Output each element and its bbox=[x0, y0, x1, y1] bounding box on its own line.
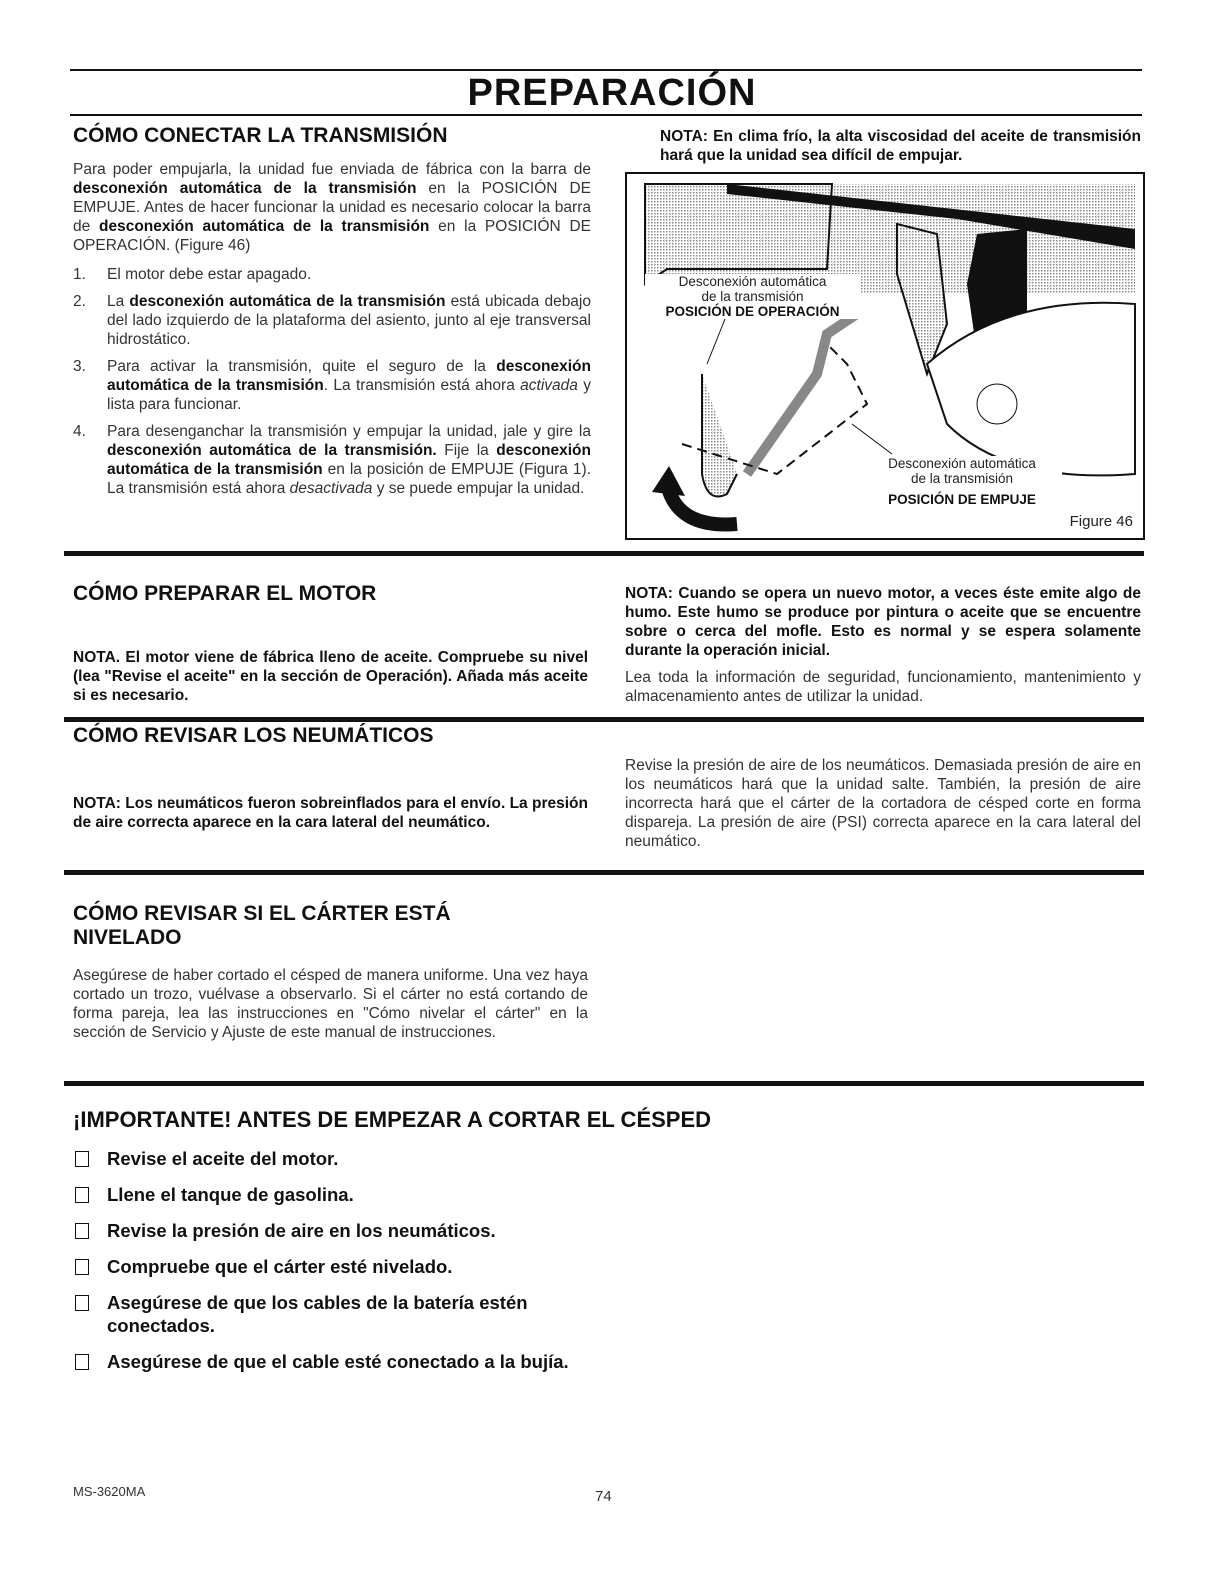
section-heading: ¡IMPORTANTE! ANTES DE EMPEZAR A CORTAR EL CÉSPED bbox=[73, 1107, 712, 1132]
section-divider bbox=[64, 551, 1144, 556]
title-rule bbox=[70, 114, 1142, 116]
section-heading: CÓMO REVISAR SI EL CÁRTER ESTÁ NIVELADO bbox=[73, 902, 451, 949]
text: en la posición de EMPUJE (Figura 1). La transmisión está ahora bbox=[107, 461, 591, 497]
section-divider bbox=[64, 1081, 1144, 1086]
section-divider bbox=[64, 870, 1144, 875]
section-divider bbox=[64, 717, 1144, 722]
text: y lista para funcionar. bbox=[107, 377, 591, 413]
checklist-label: Asegúrese de que el cable esté conectado a la bujía. bbox=[107, 1351, 569, 1372]
checklist-item bbox=[73, 1350, 593, 1373]
checkbox-icon bbox=[75, 1187, 89, 1203]
steps-list bbox=[73, 265, 591, 498]
text: La bbox=[107, 293, 130, 310]
figure-46 bbox=[625, 172, 1145, 540]
text: está ubicada debajo del lado izquierdo de la plataforma del asiento, junto al eje transversal hidrostático. bbox=[107, 293, 591, 348]
push-position-label bbox=[862, 456, 1062, 507]
bold-text: desconexión automática de la transmisión bbox=[98, 218, 430, 235]
section-heading: CÓMO REVISAR LOS NEUMÁTICOS bbox=[73, 724, 434, 747]
checkbox-icon bbox=[75, 1151, 89, 1167]
italic-text: activada bbox=[520, 377, 578, 394]
intro-paragraph bbox=[73, 160, 591, 255]
checkbox-icon bbox=[75, 1259, 89, 1275]
engine-oil-note: NOTA. El motor viene de fábrica lleno de aceite. Compruebe su nivel (lea "Revise el aceite" en la sección de Operación). Añada más aceite si es necesario. bbox=[73, 649, 588, 704]
label-line: de la transmisión bbox=[910, 471, 1014, 486]
bold-text: desconexión automática de la transmisión bbox=[107, 442, 591, 478]
page-number: 74 bbox=[595, 1488, 612, 1505]
label-line: Desconexión automática bbox=[678, 274, 827, 289]
top-rule bbox=[70, 69, 1142, 71]
list-item bbox=[73, 265, 591, 284]
list-item bbox=[73, 357, 591, 414]
safety-paragraph: Lea toda la información de seguridad, funcionamiento, mantenimiento y almacenamiento antes de utilizar la unidad. bbox=[625, 669, 1141, 705]
step-number: 1. bbox=[73, 266, 86, 283]
text: y se puede empujar la unidad. bbox=[372, 480, 585, 497]
label-line: de la transmisión bbox=[701, 289, 804, 304]
list-item bbox=[73, 422, 591, 498]
page-title: PREPARACIÓN bbox=[467, 72, 757, 114]
checklist-label: Asegúrese de que los cables de la batería estén conectados. bbox=[107, 1292, 528, 1336]
checklist-item bbox=[73, 1219, 593, 1242]
section-heading: CÓMO CONECTAR LA TRANSMISIÓN bbox=[73, 124, 448, 147]
step-number: 4. bbox=[73, 423, 86, 440]
bold-text: desconexión automática de la transmisión bbox=[107, 358, 591, 394]
section-connect-transmission bbox=[73, 124, 591, 506]
label-line: Desconexión automática bbox=[888, 456, 1036, 471]
italic-text: desactivada bbox=[289, 480, 373, 497]
checklist-item bbox=[73, 1183, 593, 1206]
checklist-item bbox=[73, 1291, 593, 1337]
checklist-item bbox=[73, 1255, 593, 1278]
label-line: POSICIÓN DE EMPUJE bbox=[888, 492, 1036, 507]
text: en la POSICIÓN DE OPERACIÓN. (Figure 46) bbox=[73, 218, 591, 254]
manual-code: MS-3620MA bbox=[73, 1484, 146, 1499]
deck-level-paragraph: Asegúrese de haber cortado el césped de manera uniforme. Una vez haya cortado un trozo, vuélvase a observarlo. Si el cárter no está cortando de forma pareja, lea las instrucciones en "Cómo nivelar el cárter" en la sección de Servicio y Ajuste de este manual de instrucciones. bbox=[73, 967, 588, 1041]
text: Para poder empujarla, la unidad fue enviada de fábrica con la barra de bbox=[73, 161, 591, 178]
step-number: 3. bbox=[73, 358, 86, 375]
checkbox-icon bbox=[75, 1354, 89, 1370]
checklist-label: Compruebe que el cárter esté nivelado. bbox=[107, 1256, 453, 1277]
checklist bbox=[73, 1147, 593, 1386]
tires-note: NOTA: Los neumáticos fueron sobreinflados para el envío. La presión de aire correcta aparece en la cara lateral del neumático. bbox=[73, 795, 588, 831]
text: . La transmisión está ahora bbox=[323, 377, 521, 394]
checklist-label: Revise la presión de aire en los neumáticos. bbox=[107, 1220, 496, 1241]
section-heading: CÓMO PREPARAR EL MOTOR bbox=[73, 582, 377, 605]
bold-text: desconexión automática de la transmisión bbox=[129, 293, 446, 310]
bold-text: desconexión automática de la transmisión. bbox=[107, 442, 437, 459]
text: Fije la bbox=[436, 442, 497, 459]
cold-weather-note: NOTA: En clima frío, la alta viscosidad del aceite de transmisión hará que la unidad sea difícil de empujar. bbox=[660, 128, 1141, 164]
checkbox-icon bbox=[75, 1223, 89, 1239]
text: El motor debe estar apagado. bbox=[107, 266, 312, 283]
text: en la POSICIÓN DE EMPUJE. Antes de hacer funcionar la unidad es necesario colocar la barra de bbox=[73, 180, 591, 235]
text: Para activar la transmisión, quite el seguro de la bbox=[107, 358, 497, 375]
text: Para desenganchar la transmisión y empujar la unidad, jale y gire la bbox=[107, 423, 591, 440]
smoke-note: NOTA: Cuando se opera un nuevo motor, a veces éste emite algo de humo. Este humo se produce por pintura o aceite que se encuentre sobre o cerca del mofle. Esto es normal y se espera solamente durante la operación inicial. bbox=[625, 585, 1141, 659]
tires-paragraph: Revise la presión de aire de los neumáticos. Demasiada presión de aire en los neumáticos hará que la unidad salte. También, la presión de aire incorrecta hará que el cárter de la cortadora de césped corte en forma dispareja. La presión de aire (PSI) correcta aparece en la cara lateral del neumático. bbox=[625, 757, 1141, 850]
checklist-label: Llene el tanque de gasolina. bbox=[107, 1184, 354, 1205]
checkbox-icon bbox=[75, 1295, 89, 1311]
bold-text: desconexión automática de la transmisión bbox=[73, 180, 417, 197]
checklist-label: Revise el aceite del motor. bbox=[107, 1148, 339, 1169]
checklist-item bbox=[73, 1147, 593, 1170]
figure-caption: Figure 46 bbox=[1069, 513, 1133, 530]
operation-position-label bbox=[645, 274, 860, 319]
label-line: POSICIÓN DE OPERACIÓN bbox=[665, 304, 840, 319]
list-item bbox=[73, 292, 591, 349]
step-number: 2. bbox=[73, 293, 86, 310]
